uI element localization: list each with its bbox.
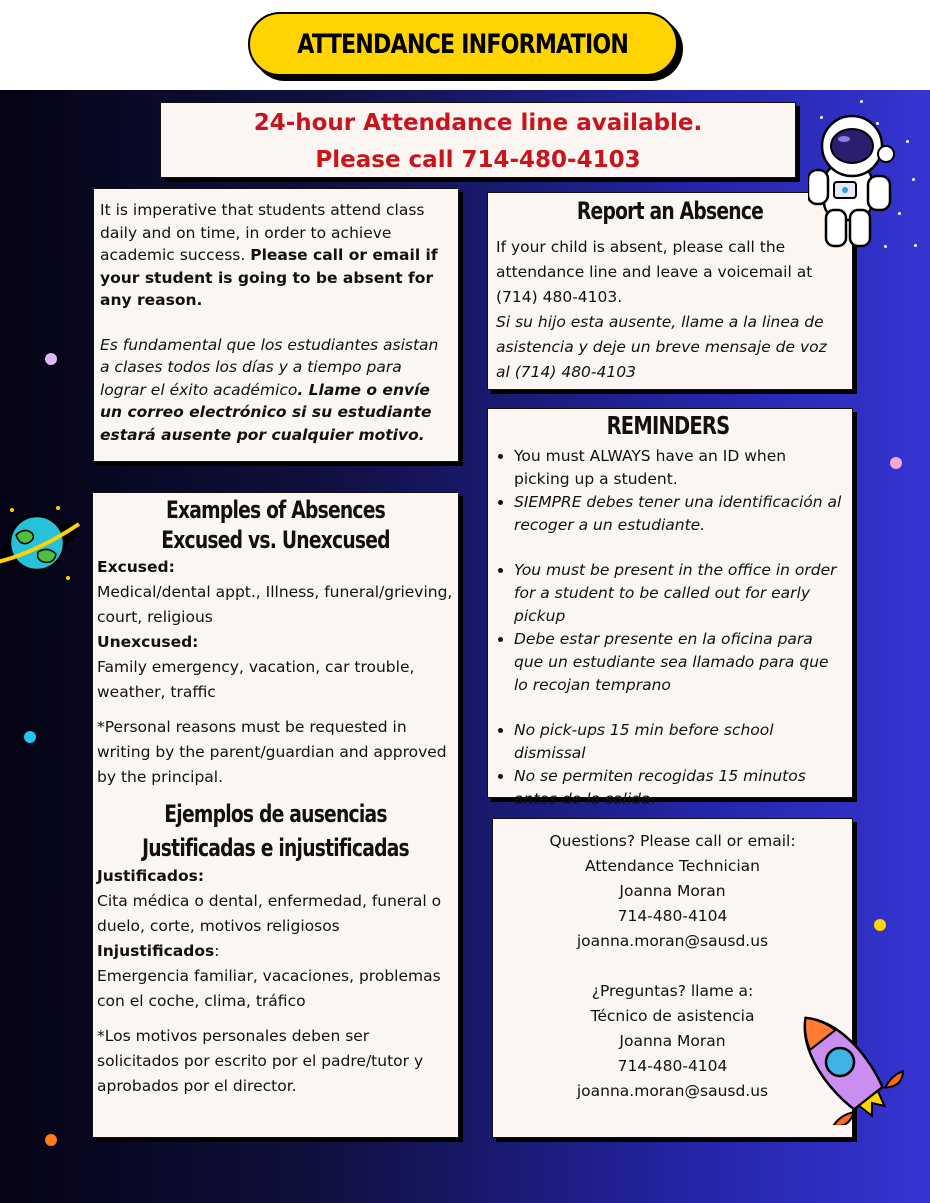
intro-en-bold: Please call or email if your student is going to be absent for any reason. [100,246,438,309]
unjustified-label: Injustificados [97,942,215,960]
report-es: Si su hijo esta ausente, llame a la linea de asistencia y deje un breve mensaje de voz al (714) 480-4103 [496,313,827,381]
excused-note: *Personal reasons must be requested in writing by the parent/guardian and approved by the principal. [97,718,447,786]
report-absence-card [487,192,853,390]
report-en: If your child is absent, please call the attendance line and leave a voicemail at (714) 480-4103. [496,238,813,306]
examples-es-heading-1: Ejemplos de ausencias [164,800,387,828]
star-icon [860,100,863,103]
star-icon [906,140,909,143]
contact-es-title: Técnico de asistencia [590,1007,755,1025]
dot-icon [45,353,57,365]
examples-card [92,492,459,1138]
unjustified-text: Emergencia familiar, vacaciones, problemas con el coche, clima, tráfico [97,967,441,1010]
rocket-icon [770,1000,910,1125]
contact-en-title: Attendance Technician [585,857,760,875]
reminders-list [492,445,844,811]
hotline-banner [160,102,796,178]
intro-es-bold: . Llame o envíe un correo electrónico si su estudiante estará ausente por cualquier motivo. [100,380,432,444]
list-item: • No se permiten recogidas 15 minutos antes de la salida. [514,765,844,811]
examples-heading-2: Excused vs. Unexcused [161,526,390,554]
justified-note: *Los motivos personales deben ser solicitados por escrito por el padre/tutor y aprobados por el director. [97,1027,424,1095]
excused-text: Medical/dental appt., Illness, funeral/grieving, court, religious [97,583,453,626]
hotline-line-2: Please call 714-480-4103 [315,147,641,173]
page-title: ATTENDANCE INFORMATION [297,28,629,60]
planet-icon [0,500,85,590]
contact-en-email: joanna.moran@sausd.us [576,932,769,950]
contact-es-name: Joanna Moran [619,1032,726,1050]
contact-es-header: ¿Preguntas? llame a: [591,982,754,1000]
list-item: • No pick-ups 15 min before school dismissal [514,719,844,765]
unexcused-text: Family emergency, vacation, car trouble, weather, traffic [97,658,415,701]
intro-en-text: It is imperative that students attend class daily and on time, in order to achieve academic success. [100,201,425,264]
justified-text: Cita médica o dental, enfermedad, funeral o duelo, corte, motivos religiosos [97,892,442,935]
contact-en-phone: 714-480-4104 [617,907,728,925]
report-heading: Report an Absence [576,197,764,225]
dot-icon [24,731,36,743]
examples-heading-1: Examples of Absences [165,496,386,524]
contact-es-email: joanna.moran@sausd.us [576,1082,769,1100]
star-icon [912,178,915,181]
examples-es-heading-2: Justificadas e injustificadas [142,834,409,862]
dot-icon [874,919,886,931]
intro-en [100,199,452,312]
unjustified-colon: : [214,942,220,960]
reminders-heading: REMINDERS [606,411,730,440]
star-icon [914,244,917,247]
dot-icon [45,1134,57,1146]
list-item: • You must ALWAYS have an ID when picking up a student. [514,445,844,491]
hotline-line-1: 24-hour Attendance line available. [253,110,703,136]
list-item: • Debe estar presente en la oficina para que un estudiante sea llamado para que lo recojan temprano [514,628,844,697]
excused-label: Excused: [97,558,175,576]
list-item: • You must be present in the office in order for a student to be called out for early pickup [514,559,844,628]
unexcused-label: Unexcused: [97,633,199,651]
intro-es-text: Es fundamental que los estudiantes asistan a clases todos los días y a tiempo para lograr el éxito académico [100,335,439,399]
intro-es [100,334,452,447]
list-item: • SIEMPRE debes tener una identificación al recoger a un estudiante. [514,491,844,537]
contact-en-header: Questions? Please call or email: [549,832,796,850]
justified-label: Justificados: [97,867,205,885]
dot-icon [890,457,902,469]
astronaut-icon [808,112,902,252]
title-banner [248,12,678,76]
reminders-card [487,408,853,808]
contact-es-phone: 714-480-4104 [617,1057,728,1075]
intro-card [93,188,459,462]
contact-en-name: Joanna Moran [619,882,726,900]
